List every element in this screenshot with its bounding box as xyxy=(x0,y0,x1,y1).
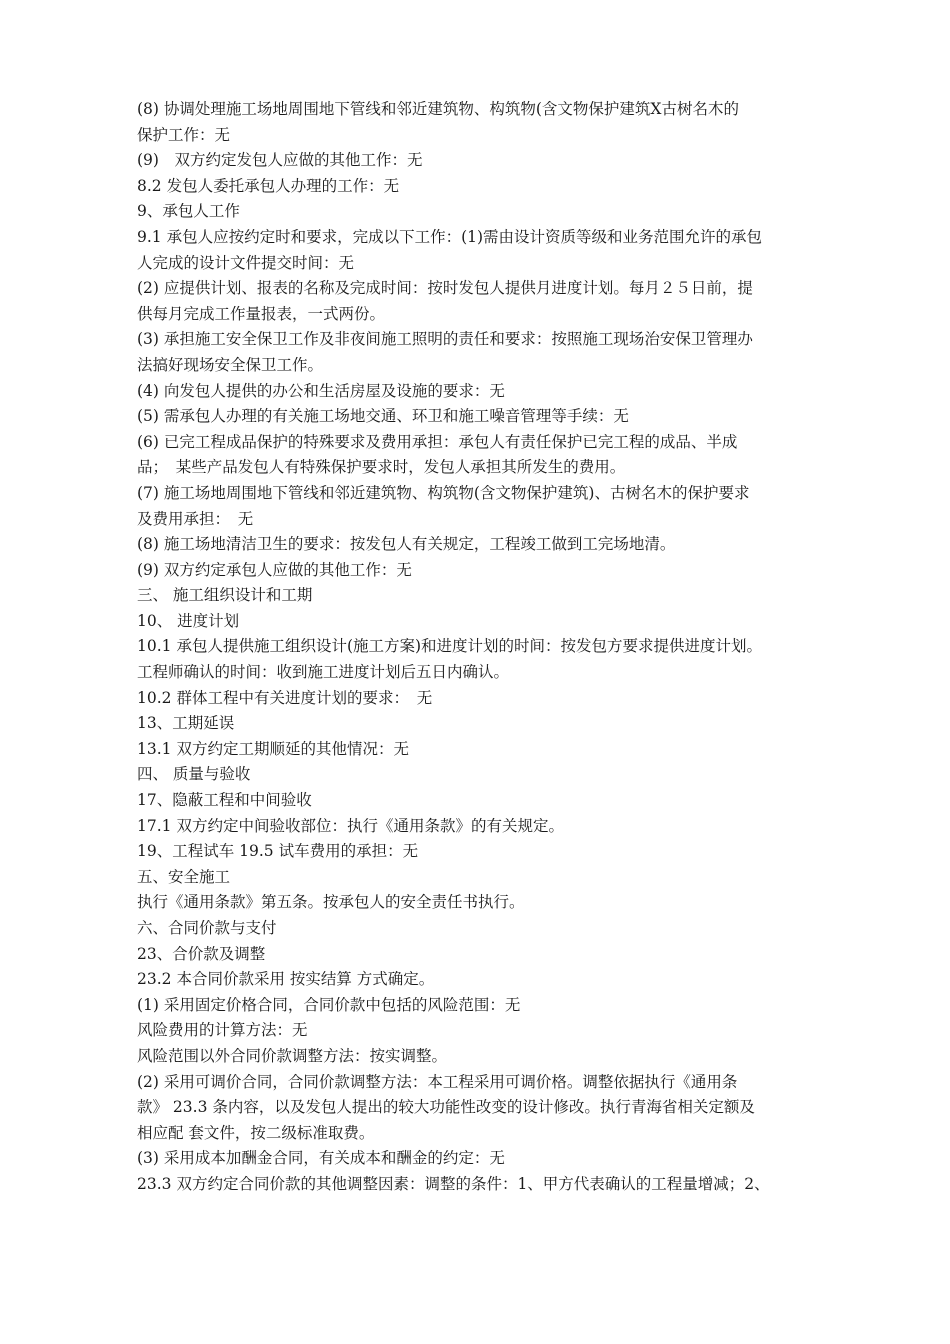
text-line: (4) 向发包人提供的办公和生活房屋及设施的要求：无 xyxy=(137,381,505,400)
text-line: 风险费用的计算方法：无 xyxy=(137,1021,308,1040)
text-line: 法搞好现场安全保卫工作。 xyxy=(137,355,324,374)
section-heading: 六、合同价款与支付 xyxy=(137,919,277,937)
section-heading: 17、隐蔽工程和中间验收 xyxy=(137,791,312,810)
section-heading: 四、 质量与验收 xyxy=(137,765,251,784)
section-heading: 9、承包人工作 xyxy=(137,202,240,221)
section-heading: 23、合价款及调整 xyxy=(137,944,266,963)
text-line: 人完成的设计文件提交时间：无 xyxy=(137,253,355,272)
text-line: 23.2 本合同价款采用 按实结算 方式确定。 xyxy=(137,970,435,989)
text-line: (8) 施工场地清洁卫生的要求：按发包人有关规定，工程竣工做到工完场地清。 xyxy=(137,535,676,554)
text-line: 工程师确认的时间：收到施工进度计划后五日内确认。 xyxy=(137,663,510,682)
text-line: 10.2 群体工程中有关进度计划的要求： 无 xyxy=(137,688,433,707)
text-line: 风险范围以外合同价款调整方法：按实调整。 xyxy=(137,1046,448,1065)
text-line: (3) 承担施工安全保卫工作及非夜间施工照明的责任和要求：按照施工现场治安保卫管理办 xyxy=(137,330,753,349)
text-line: (2) 采用可调价合同，合同价款调整方法：本工程采用可调价格。调整依据执行《通用条 xyxy=(137,1072,738,1091)
text-line: (6) 已完工程成品保护的特殊要求及费用承担：承包人有责任保护已完工程的成品、半成 xyxy=(137,432,738,451)
text-line: 相应配 套文件，按二级标准取费。 xyxy=(137,1123,375,1142)
text-line: 17.1 双方约定中间验收部位：执行《通用条款》的有关规定。 xyxy=(137,816,564,835)
text-line: (5) 需承包人办理的有关施工场地交通、环卫和施工噪音管理等手续：无 xyxy=(137,407,629,426)
text-line: (8) 协调处理施工场地周围地下管线和邻近建筑物、构筑物(含文物保护建筑Ⅹ古树名木的 xyxy=(137,100,739,118)
text-line: 9.1 承包人应按约定时和要求，完成以下工作：(1)需由设计资质等级和业务范围允许的承包 xyxy=(137,227,763,246)
text-line: (2) 应提供计划、报表的名称及完成时间：按时发包人提供月进度计划。每月２５日前，提 xyxy=(137,279,753,298)
text-line: (9) 双方约定发包人应做的其他工作：无 xyxy=(137,151,423,170)
text-line: 供每月完成工作量报表，一式两份。 xyxy=(137,304,386,323)
text-line: 品； 某些产品发包人有特殊保护要求时，发包人承担其所发生的费用。 xyxy=(137,458,626,477)
text-line: 款》 23.3 条内容，以及发包人提出的较大功能性改变的设计修改。执行青海省相关定额及 xyxy=(137,1098,755,1117)
section-heading: 10、 进度计划 xyxy=(137,611,240,630)
text-line: 10.1 承包人提供施工组织设计(施工方案)和进度计划的时间：按发包方要求提供进度计划。 xyxy=(137,637,763,656)
text-line: (1) 采用固定价格合同，合同价款中包括的风险范围：无 xyxy=(137,995,521,1014)
text-line: 保护工作：无 xyxy=(137,125,231,144)
document-body xyxy=(137,97,827,1198)
text-line: 19、工程试车 19.5 试车费用的承担：无 xyxy=(137,842,419,861)
text-line: 8.2 发包人委托承包人办理的工作：无 xyxy=(137,176,400,195)
section-heading: 五、安全施工 xyxy=(137,867,231,886)
text-line: (7) 施工场地周围地下管线和邻近建筑物、构筑物(含文物保护建筑)、古树名木的保护要求 xyxy=(137,483,750,502)
section-heading: 三、 施工组织设计和工期 xyxy=(137,586,313,605)
text-line: (9) 双方约定承包人应做的其他工作：无 xyxy=(137,560,412,579)
text-line: 及费用承担： 无 xyxy=(137,509,254,528)
text-line: 执行《通用条款》第五条。按承包人的安全责任书执行。 xyxy=(137,893,525,912)
text-line: (3) 采用成本加酬金合同，有关成本和酬金的约定：无 xyxy=(137,1149,505,1168)
section-heading: 13、工期延误 xyxy=(137,714,235,733)
text-line: 13.1 双方约定工期顺延的其他情况：无 xyxy=(137,739,409,758)
text-line: 23.3 双方约定合同价款的其他调整因素：调整的条件：1、甲方代表确认的工程量增减；2、 xyxy=(137,1174,770,1193)
